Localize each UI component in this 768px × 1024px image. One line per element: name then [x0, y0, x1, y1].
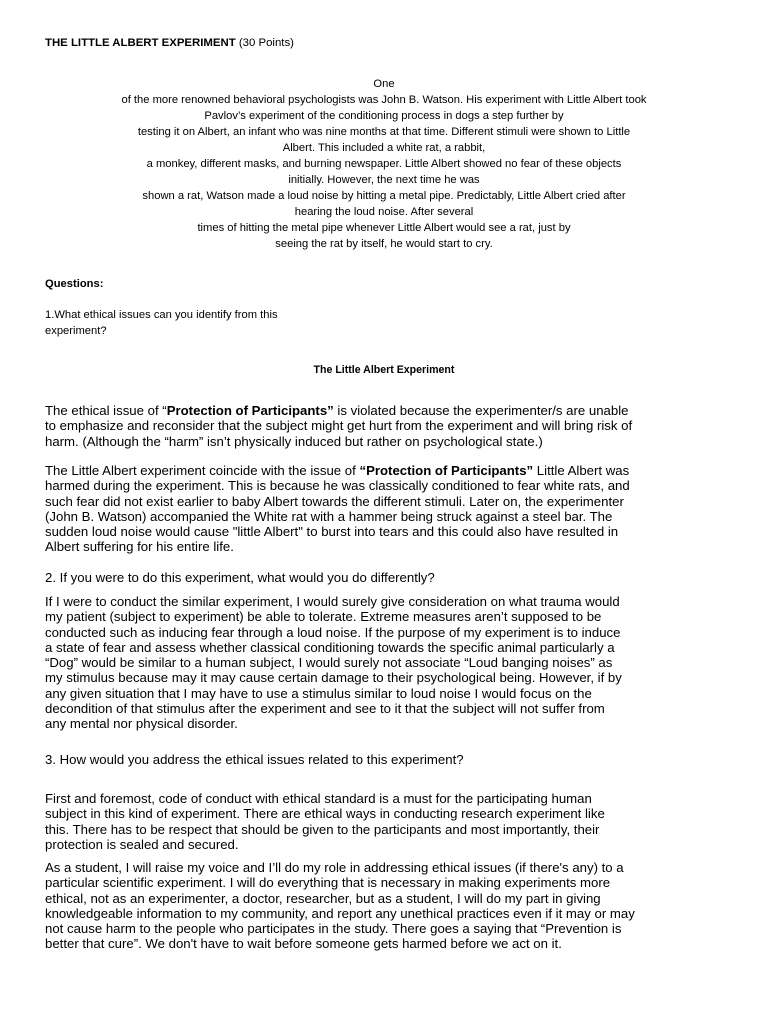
question-2: 2. If you were to do this experiment, what would you do differently? — [45, 570, 435, 585]
bold-term: “Protection of Participants” — [359, 463, 534, 478]
text-run: Little Albert was — [533, 463, 630, 478]
intro-line: initially. However, the next time he was — [288, 174, 480, 186]
paragraph-line: a state of fear and assess whether classical conditioning towards the specific animal particularly a — [45, 639, 615, 655]
intro-line: of the more renowned behavioral psychologists was John B. Watson. His experiment with Little Albert took — [121, 94, 647, 106]
paragraph-line: such fear did not exist earlier to baby Albert towards the different stimuli. Later on, the experimenter — [45, 493, 624, 509]
title-text: THE LITTLE ALBERT EXPERIMENT — [45, 37, 236, 49]
paragraph-line: First and foremost, code of conduct with ethical standard is a must for the participating human — [45, 791, 592, 806]
answer-paragraph-4 — [45, 791, 735, 852]
paragraph-line: to emphasize and reconsider that the subject might get hurt from the experiment and will bring risk of — [45, 418, 633, 434]
intro-line: times of hitting the metal pipe whenever Little Albert would see a rat, just by — [197, 222, 571, 234]
answer-title: The Little Albert Experiment — [313, 364, 455, 376]
text-run: The Little Albert experiment coincide with the issue of — [45, 463, 360, 478]
paragraph-line: knowledgeable information to my community, and report any unethical practices even if it may or may — [45, 905, 635, 921]
paragraph-line: any mental nor physical disorder. — [45, 716, 238, 732]
paragraph-line: ethical, not as an experimenter, a doctor, researcher, but as a student, I will do my part in giving — [45, 890, 601, 906]
question-1 — [45, 307, 365, 339]
bold-term: Protection of Participants” — [166, 403, 334, 418]
paragraph-line: If I were to conduct the similar experiment, I would surely give consideration on what trauma would — [45, 594, 620, 609]
question-3: 3. How would you address the ethical issues related to this experiment? — [45, 752, 464, 767]
answer-paragraph-1 — [45, 403, 735, 449]
question-1-line: experiment? — [45, 325, 107, 337]
paragraph-line: this. There has to be respect that should be given to the participants and most importantly, their — [45, 821, 600, 837]
paragraph-line: not cause harm to the people who participates in the study. There goes a saying that “Prevention is — [45, 921, 622, 937]
document-title — [45, 37, 294, 49]
paragraph-line: decondition of that stimulus after the experiment and see to it that the subject will not suffer from — [45, 701, 605, 717]
paragraph-line — [45, 403, 735, 418]
paragraph-line: better that cure”. We don't have to wait before someone gets harmed before we act on it. — [45, 936, 562, 952]
paragraph-line: harm. (Although the “harm” isn’t physically induced but rather on psychological state.) — [45, 433, 543, 449]
intro-line: Pavlov’s experiment of the conditioning process in dogs a step further by — [204, 110, 564, 122]
paragraph-line: As a student, I will raise my voice and I’ll do my role in addressing ethical issues (if there's any) to a — [45, 860, 624, 875]
paragraph-line: my patient (subject to experiment) be able to tolerate. Extreme measures aren’t supposed to be — [45, 609, 602, 625]
answer-paragraph-3 — [45, 594, 735, 732]
paragraph-line: any given situation that I may have to use a stimulus similar to loud noise I would focus on the — [45, 685, 592, 701]
answer-paragraph-2 — [45, 463, 735, 555]
paragraph-line: Albert suffering for his entire life. — [45, 539, 234, 555]
intro-line: a monkey, different masks, and burning newspaper. Little Albert showed no fear of these objects — [146, 158, 622, 170]
paragraph-line: particular scientific experiment. I will do everything that is necessary in making experiments more — [45, 875, 611, 891]
questions-heading: Questions: — [45, 278, 104, 290]
intro-line: shown a rat, Watson made a loud noise by hitting a metal pipe. Predictably, Little Albert cried after — [142, 190, 626, 202]
text-run: is violated because the experimenter/s are unable — [333, 403, 629, 418]
paragraph-line: protection is sealed and secured. — [45, 836, 239, 852]
intro-line: testing it on Albert, an infant who was nine months at that time. Different stimuli were shown to Little — [137, 126, 631, 138]
paragraph-line — [45, 463, 735, 478]
paragraph-line: sudden loud noise would cause "little Albert" to burst into tears and this could also have resulted in — [45, 524, 619, 540]
title-points: (30 Points) — [238, 37, 294, 49]
intro-line: hearing the loud noise. After several — [294, 206, 474, 218]
question-1-line: 1.What ethical issues can you identify from this — [45, 309, 278, 321]
paragraph-line: “Dog” would be similar to a human subject, I would surely not associate “Loud banging noises” as — [45, 655, 613, 671]
paragraph-line: my stimulus because may it may cause certain damage to their psychological being. However, if by — [45, 670, 622, 686]
paragraph-line: conducted such as inducing fear through a loud noise. If the purpose of my experiment is to induce — [45, 624, 621, 640]
text-run: The ethical issue of “ — [45, 403, 167, 418]
intro-line: One — [373, 78, 395, 90]
paragraph-line: subject in this kind of experiment. There are ethical ways in conducting research experiment like — [45, 806, 605, 822]
answer-paragraph-5 — [45, 860, 735, 952]
intro-line: Albert. This included a white rat, a rabbit, — [282, 142, 486, 154]
intro-paragraph — [20, 76, 748, 252]
intro-line: seeing the rat by itself, he would start to cry. — [275, 238, 493, 250]
paragraph-line: (John B. Watson) accompanied the White rat with a hammer being struck against a steel bar. The — [45, 508, 613, 524]
paragraph-line: harmed during the experiment. This is because he was classically conditioned to fear white rats, and — [45, 478, 630, 494]
